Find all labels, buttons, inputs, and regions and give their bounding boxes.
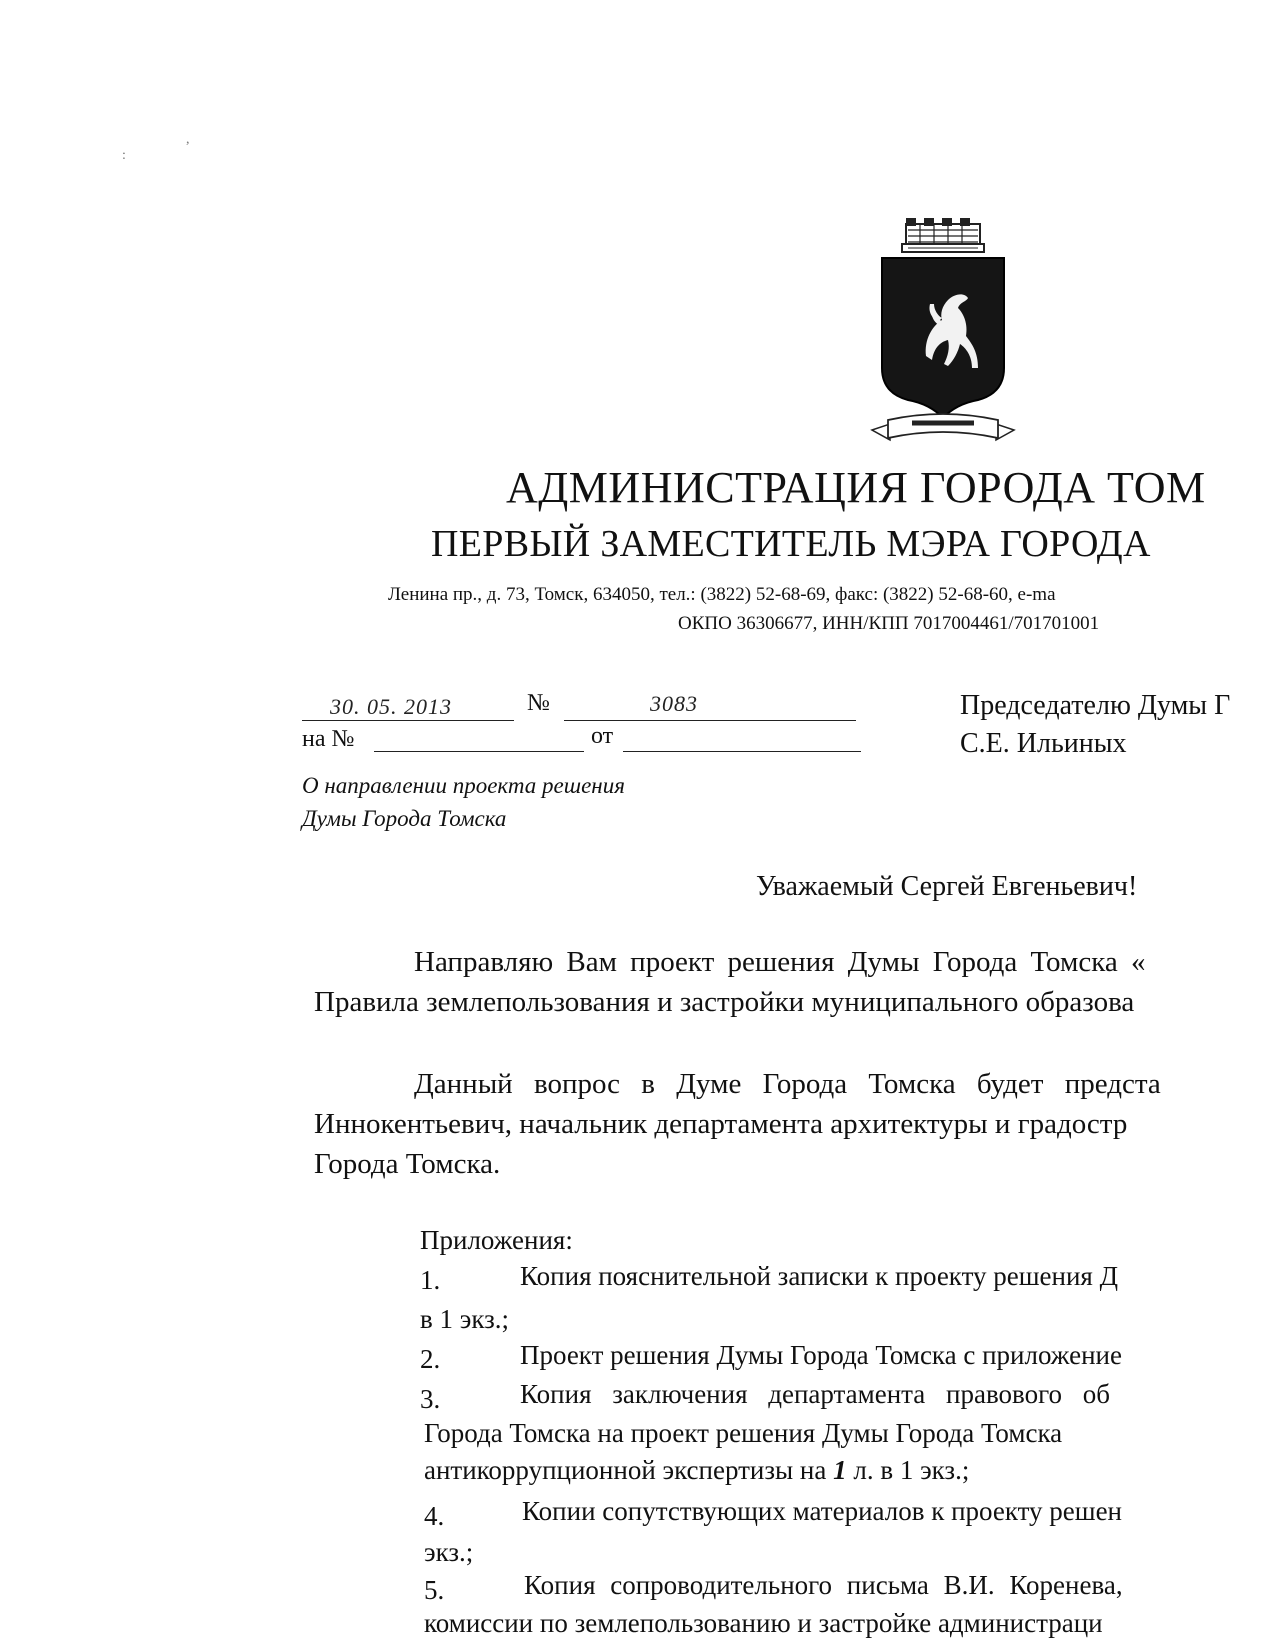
attachment-number: 4.: [424, 1501, 445, 1531]
body-paragraph-line: Правила землепользования и застройки муниципального образова: [314, 986, 1135, 1018]
attachment-text-part: л. в 1 экз.;: [846, 1455, 970, 1485]
reply-from-label: от: [591, 723, 614, 749]
body-paragraph-line: Города Томска.: [314, 1148, 501, 1180]
attachment-number: 2.: [420, 1344, 441, 1374]
attachment-text: Копии сопутствующих материалов к проекту решен: [522, 1496, 1122, 1526]
handwritten-page-count: 1: [833, 1455, 847, 1485]
attachment-text: Копия заключения департамента правового об: [520, 1379, 1110, 1409]
attachment-text: Копия пояснительной записки к проекту решения Д: [520, 1261, 1119, 1291]
body-paragraph-line: Направляю Вам проект решения Думы Города Томска «: [414, 946, 1146, 978]
attachment-number: 3.: [420, 1384, 441, 1414]
ribbon-icon: [872, 414, 1014, 440]
attachment-text-part: антикоррупционной экспертизы на: [424, 1455, 834, 1485]
attachment-number: 1.: [420, 1265, 441, 1295]
recipient-name: С.Е. Ильиных: [960, 728, 1127, 759]
scan-speck: :: [122, 148, 126, 163]
attachment-text: [424, 1455, 969, 1486]
reply-number-label: на №: [302, 726, 355, 752]
org-address: Ленина пр., д. 73, Томск, 634050, тел.: (3822) 52-68-69, факс: (3822) 52-68-60, e-ma: [388, 584, 1056, 605]
recipient-title: Председателю Думы Г: [960, 690, 1231, 721]
salutation: Уважаемый Сергей Евгеньевич!: [756, 871, 1138, 902]
org-codes: ОКПО 36306677, ИНН/КПП 7017004461/701701001: [678, 613, 1100, 634]
attachment-number: 5.: [424, 1575, 445, 1605]
reply-number-underline: [374, 727, 584, 752]
attachment-text: Проект решения Думы Города Томска с приложение: [520, 1340, 1122, 1370]
scan-speck: ,: [186, 132, 190, 147]
body-paragraph-line: Данный вопрос в Думе Города Томска будет предста: [414, 1068, 1161, 1100]
attachment-text: Копия сопроводительного письма В.И. Коренева,: [524, 1570, 1123, 1600]
tomsk-coat-of-arms-emblem: [868, 218, 1018, 458]
number-underline: [564, 694, 856, 721]
attachment-text: в 1 экз.;: [420, 1304, 510, 1334]
org-title: АДМИНИСТРАЦИЯ ГОРОДА ТОМ: [506, 463, 1206, 512]
attachment-text: комиссии по землепользованию и застройке администраци: [424, 1608, 1103, 1638]
attachment-text: экз.;: [424, 1537, 474, 1567]
attachment-text: Города Томска на проект решения Думы Города Томска: [424, 1418, 1063, 1448]
crown-icon: [902, 218, 984, 252]
subject-line: О направлении проекта решения: [302, 773, 625, 798]
reply-from-underline: [623, 727, 861, 752]
body-paragraph-line: Иннокентьевич, начальник департамента архитектуры и градостр: [314, 1108, 1128, 1140]
handwritten-number: 3083: [650, 691, 698, 716]
org-subtitle: ПЕРВЫЙ ЗАМЕСТИТЕЛЬ МЭРА ГОРОДА: [431, 523, 1151, 565]
attachments-title: Приложения:: [420, 1225, 573, 1255]
subject-line: Думы Города Томска: [302, 806, 507, 831]
number-label: №: [527, 690, 550, 716]
handwritten-date: 30. 05. 2013: [330, 694, 452, 719]
